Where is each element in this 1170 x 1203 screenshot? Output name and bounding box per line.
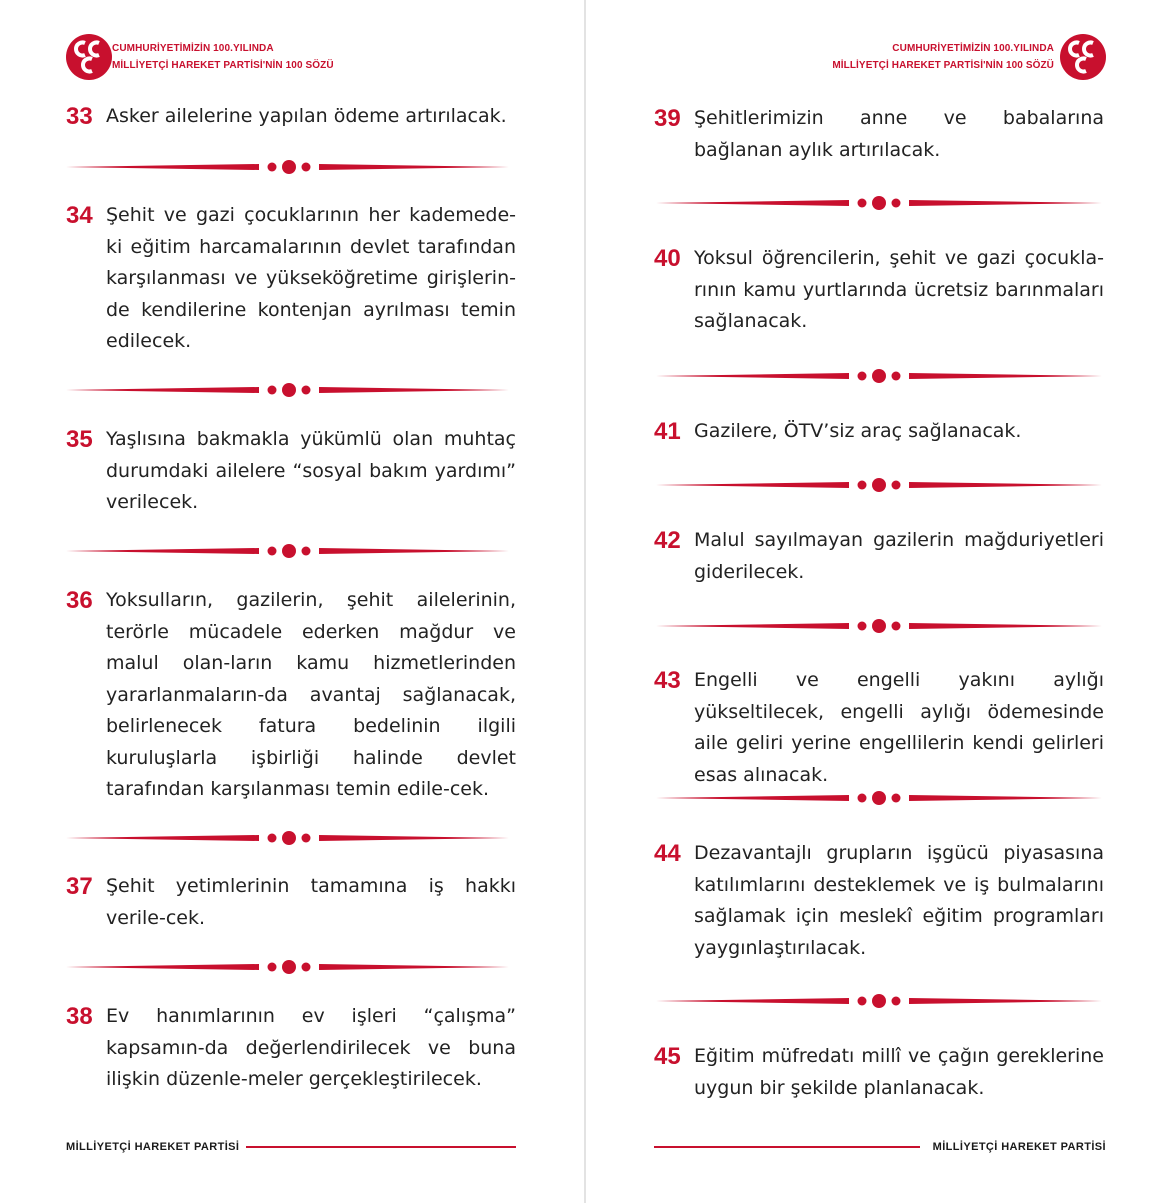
page-footer [654,1139,1106,1155]
divider-dot-right [302,547,311,556]
item-number: 42 [654,527,681,554]
divider-bar-right [319,164,512,170]
divider-dot-center [282,383,296,397]
ornamental-divider [66,959,512,975]
divider-bar-right [909,998,1102,1004]
divider-dot-center [872,791,886,805]
divider-dot-right [302,163,311,172]
divider-bar-left [656,482,849,488]
item-number: 44 [654,840,681,867]
header-line-1: CUMHURİYETİMİZİN 100.YILINDA [112,43,274,54]
item-text: Yoksul öğrencilerin, şehit ve gazi çocukla-rının kamu yurtlarında ücretsiz barınmaları sağlanacak. [694,247,1104,332]
ornamental-divider [656,195,1102,211]
ornamental-divider [656,477,1102,493]
divider-bar-left [656,623,849,629]
item-number: 43 [654,667,681,694]
divider-dot-right [892,372,901,381]
item-number: 36 [66,587,93,614]
header-line-1: CUMHURİYETİMİZİN 100.YILINDA [892,43,1054,54]
item-text: Ev hanımlarının ev işleri “çalışma” kapsamın-da değerlendirilecek ve buna ilişkin düzenle-meler gerçekleştirilecek. [106,1005,516,1090]
divider-ornament [66,382,512,398]
divider-dot-center [872,196,886,210]
divider-bar-left [66,164,259,170]
item-text: Yaşlısına bakmakla yükümlü olan muhtaç durumdaki ailelere “sosyal bakım yardımı” verilecek. [106,428,516,513]
item-text: Dezavantajlı grupların işgücü piyasasına katılımlarını desteklemek ve iş bulmalarını sağlamak için meslekî eğitim programları yaygınlaştırılacak. [694,842,1104,959]
item-number: 39 [654,105,681,132]
divider-dot-left [268,163,277,172]
item-text: Yoksulların, gazilerin, şehit ailelerinin, terörle mücadele ederken mağdur ve malul olan-ların kamu hizmetlerinden yararlanmaların-da avantaj sağlanacak, belirlenecek fatura bedelinin ilgili kuruluşlarla işbirliği halinde devlet tarafından karşılanması temin edile-cek. [106,589,516,800]
footer-rule [246,1146,516,1148]
page-header [112,40,334,74]
divider-dot-center [872,478,886,492]
header-line-2: MİLLİYETÇİ HAREKET PARTİSİ'NİN 100 SÖZÜ [112,60,334,71]
divider-dot-right [892,794,901,803]
divider-ornament [66,543,512,559]
divider-bar-right [319,387,512,393]
item-text: Şehit ve gazi çocuklarının her kademede-ki eğitim harcamalarının devlet tarafından karşılanması ve yükseköğretime girişlerin-de kendilerine kontenjan ayrılması temin edilecek. [106,204,516,352]
ornamental-divider [656,618,1102,634]
left-page [0,0,584,1203]
divider-dot-center [872,994,886,1008]
divider-ornament [66,830,512,846]
divider-dot-right [302,386,311,395]
divider-bar-right [909,200,1102,206]
divider-bar-right [319,835,512,841]
footer-label: MİLLİYETÇİ HAREKET PARTİSİ [932,1141,1106,1153]
divider-bar-left [66,964,259,970]
ornamental-divider [66,382,512,398]
item-number: 34 [66,202,93,229]
item-text: Engelli ve engelli yakını aylığı yükseltilecek, engelli aylığı ödemesinde aile geliri yerine engellilerin kendi gelirleri esas alınacak. [694,669,1104,786]
divider-ornament [66,959,512,975]
divider-dot-right [302,963,311,972]
mhp-logo [1060,34,1106,80]
divider-ornament [656,618,1102,634]
divider-dot-left [268,547,277,556]
footer-label: MİLLİYETÇİ HAREKET PARTİSİ [66,1141,240,1153]
divider-bar-right [909,623,1102,629]
divider-dot-left [268,386,277,395]
divider-dot-right [892,622,901,631]
divider-dot-left [858,372,867,381]
divider-dot-right [302,834,311,843]
divider-dot-right [892,199,901,208]
item-number: 41 [654,418,681,445]
divider-bar-left [66,835,259,841]
item-number: 40 [654,245,681,272]
divider-bar-right [909,482,1102,488]
ornamental-divider [656,993,1102,1009]
item-text: Malul sayılmayan gazilerin mağduriyetleri giderilecek. [694,529,1104,583]
header-line-2: MİLLİYETÇİ HAREKET PARTİSİ'NİN 100 SÖZÜ [832,60,1054,71]
item-number: 45 [654,1043,681,1070]
divider-ornament [656,368,1102,384]
divider-dot-left [858,794,867,803]
divider-dot-center [282,960,296,974]
item-text: Şehit yetimlerinin tamamına iş hakkı verile-cek. [106,875,516,929]
ornamental-divider [66,830,512,846]
divider-bar-left [656,200,849,206]
divider-bar-right [319,548,512,554]
divider-dot-left [268,834,277,843]
item-text: Eğitim müfredatı millî ve çağın gereklerine uygun bir şekilde planlanacak. [694,1045,1104,1099]
ornamental-divider [66,543,512,559]
divider-dot-center [872,369,886,383]
divider-bar-left [656,795,849,801]
divider-ornament [656,790,1102,806]
divider-bar-left [656,998,849,1004]
divider-dot-left [858,199,867,208]
divider-dot-left [858,622,867,631]
divider-bar-left [66,548,259,554]
item-number: 37 [66,873,93,900]
page-footer [66,1139,516,1155]
page-header [832,40,1054,74]
item-number: 33 [66,103,93,130]
item-number: 38 [66,1003,93,1030]
divider-dot-left [858,481,867,490]
item-text: Asker ailelerine yapılan ödeme artırılacak. [106,105,507,127]
divider-bar-left [656,373,849,379]
divider-ornament [656,993,1102,1009]
ornamental-divider [66,159,512,175]
divider-bar-right [909,373,1102,379]
right-page [586,0,1170,1203]
divider-bar-right [319,964,512,970]
divider-ornament [66,159,512,175]
divider-bar-right [909,795,1102,801]
divider-dot-center [282,544,296,558]
divider-dot-left [268,963,277,972]
item-number: 35 [66,426,93,453]
footer-rule [654,1146,920,1148]
divider-dot-left [858,997,867,1006]
divider-dot-center [282,831,296,845]
ornamental-divider [656,790,1102,806]
divider-dot-center [282,160,296,174]
divider-bar-left [66,387,259,393]
divider-dot-right [892,997,901,1006]
mhp-logo [66,34,112,80]
item-text: Gazilere, ÖTV’siz araç sağlanacak. [694,420,1022,442]
divider-ornament [656,195,1102,211]
ornamental-divider [656,368,1102,384]
item-text: Şehitlerimizin anne ve babalarına bağlanan aylık artırılacak. [694,107,1104,161]
divider-dot-center [872,619,886,633]
divider-ornament [656,477,1102,493]
divider-dot-right [892,481,901,490]
